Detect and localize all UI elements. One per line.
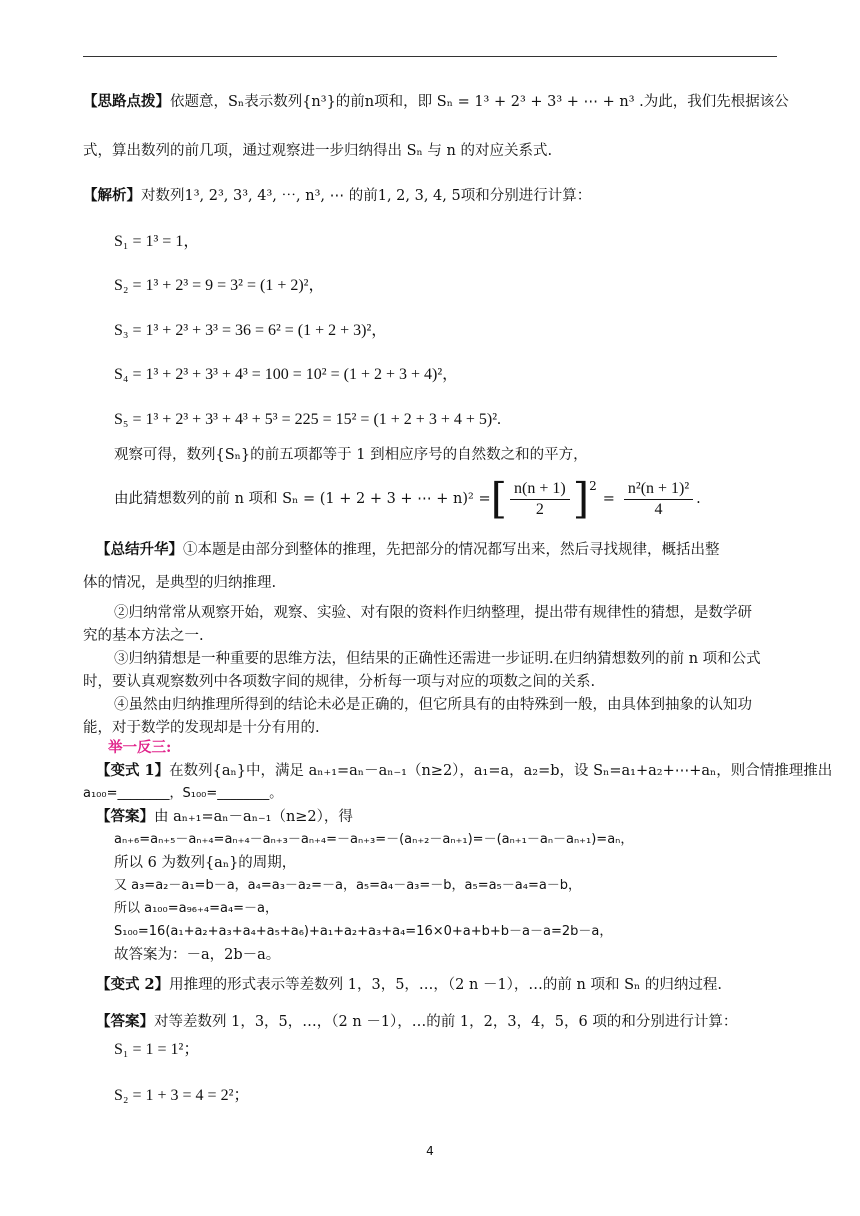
formula-s2: S₂ = 1³ + 2³ = 9 = 3² = (1 + 2)²， [114,277,325,294]
fraction-quarter-denominator: 4 [654,500,663,518]
section-tag: 【答案】 [96,808,154,825]
formula-s1: S₁ = 1³ = 1， [114,233,200,250]
answer2-line: 【答案】对等差数列 1，3，5，…，（2 n －1），…的前 1，2，3，4，5，6 项的和分别进行计算： [96,1013,738,1030]
practice-heading: 举一反三: [108,739,172,756]
fraction-quarter-numerator: n²(n + 1)² [624,479,693,500]
guess-end: . [696,491,701,507]
fraction-half-denominator: 2 [535,500,544,518]
summary-line-7: ④虽然由归纳推理所得到的结论未必是正确的，但它所具有的由特殊到一般，由具体到抽象的认知功 [114,697,752,713]
formula-s3: S₃ = 1³ + 2³ + 3³ = 36 = 6² = (1 + 2 + 3)²， [114,322,388,339]
right-bracket: ] [572,474,590,523]
answer1-line-3: 所以 6 为数列{aₙ}的周期， [114,855,297,871]
fraction-quarter [624,479,693,520]
summary-line-2: 体的情况，是典型的归纳推理. [83,575,277,591]
summary-line-5: ③归纳猜想是一种重要的思维方法，但结果的正确性还需进一步证明.在归纳猜想数列的前 n 项和公式 [114,651,761,667]
answer1-line-6: S₁₀₀=16(a₁+a₂+a₃+a₄+a₅+a₆)+a₁+a₂+a₃+a₄=16×0+a+b+b－a－a=2b－a， [114,924,613,939]
formula-t1: S₁ = 1 = 1²； [114,1041,200,1058]
page-number: 4 [426,1144,434,1158]
section-tag: 【解析】 [83,187,141,204]
section-tag: 【变式 2】 [96,976,170,993]
section-tag: 【变式 1】 [96,762,170,779]
section-tag: 【总结升华】 [96,541,183,558]
observation-line: 观察可得，数列{Sₙ}的前五项都等于 1 到相应序号的自然数之和的平方， [114,447,588,463]
fraction-half [510,479,570,520]
guess-formula [114,474,701,524]
hint-line-2: 式，算出数列的前几项，通过观察进一步归纳得出 Sₙ 与 n 的对应关系式. [83,143,553,159]
answer1-line-7: 故答案为：－a，2b－a。 [114,947,281,963]
summary-line-8: 能，对于数学的发现却是十分有用的. [83,720,320,736]
bracket-exponent: 2 [589,479,597,493]
answer1-line-2: aₙ₊₆=aₙ₊₅－aₙ₊₄=aₙ₊₄－aₙ₊₃－aₙ₊₄=－aₙ₊₃=－(aₙ₊₂－aₙ₊₁)=－(aₙ₊₁－aₙ－aₙ₊₁)=aₙ， [114,832,634,847]
variant1-line-2: a₁₀₀=________，S₁₀₀=________。 [83,786,283,801]
hint-line-1: 【思路点拨】依题意，Sₙ表示数列{n³}的前n项和，即 Sₙ = 1³ + 2³ + 3³ + ⋯ + n³ .为此，我们先根据该公 [83,93,789,110]
summary-line-1: 【总结升华】①本题是由部分到整体的推理，先把部分的情况都写出来，然后寻找规律，概括出整 [96,541,720,558]
left-bracket: [ [490,474,508,523]
variant1-line-1: 【变式 1】在数列{aₙ}中，满足 aₙ₊₁=aₙ－aₙ₋₁（n≥2），a₁=a，a₂=b，设 Sₙ=a₁+a₂+⋯+aₙ，则合情推理推出 [96,762,833,779]
equals-sign: = [602,491,615,507]
answer1-line-1: 【答案】由 aₙ₊₁=aₙ－aₙ₋₁（n≥2），得 [96,808,353,825]
variant2-line: 【变式 2】用推理的形式表示等差数列 1，3，5，…，（2 n －1），…的前 n 项和 Sₙ 的归纳过程. [96,976,723,993]
answer1-line-5: 所以 a₁₀₀=a₉₆₊₄=a₄=－a， [114,901,279,916]
fraction-half-numerator: n(n + 1) [510,479,570,500]
summary-line-4: 究的基本方法之一. [83,628,204,644]
formula-s5: S₅ = 1³ + 2³ + 3³ + 4³ + 5³ = 225 = 15² = (1 + 2 + 3 + 4 + 5)². [114,411,501,428]
answer1-line-4: 又 a₃=a₂－a₁=b－a，a₄=a₃－a₂=－a，a₅=a₄－a₃=－b，a₅=a₅－a₄=a－b， [114,878,582,893]
formula-t2: S₂ = 1 + 3 = 4 = 2²； [114,1087,250,1104]
formula-s4: S₄ = 1³ + 2³ + 3³ + 4³ = 100 = 10² = (1 + 2 + 3 + 4)²， [114,366,459,383]
section-tag: 【答案】 [96,1013,154,1030]
section-tag: 【思路点拨】 [83,93,170,110]
guess-prefix: 由此猜想数列的前 n 项和 Sₙ = (1 + 2 + 3 + ⋯ + n)² = [114,491,491,507]
summary-line-3: ②归纳常常从观察开始，观察、实验、对有限的资料作归纳整理，提出带有规律性的猜想，是数学研 [114,605,752,621]
solution-intro: 【解析】对数列1³, 2³, 3³, 4³, ⋯, n³, ⋯ 的前1, 2, 3, 4, 5项和分别进行计算： [83,187,592,204]
summary-line-6: 时，要认真观察数列中各项数字间的规律，分析每一项与对应的项数之间的关系. [83,674,596,690]
header-rule [83,56,777,57]
